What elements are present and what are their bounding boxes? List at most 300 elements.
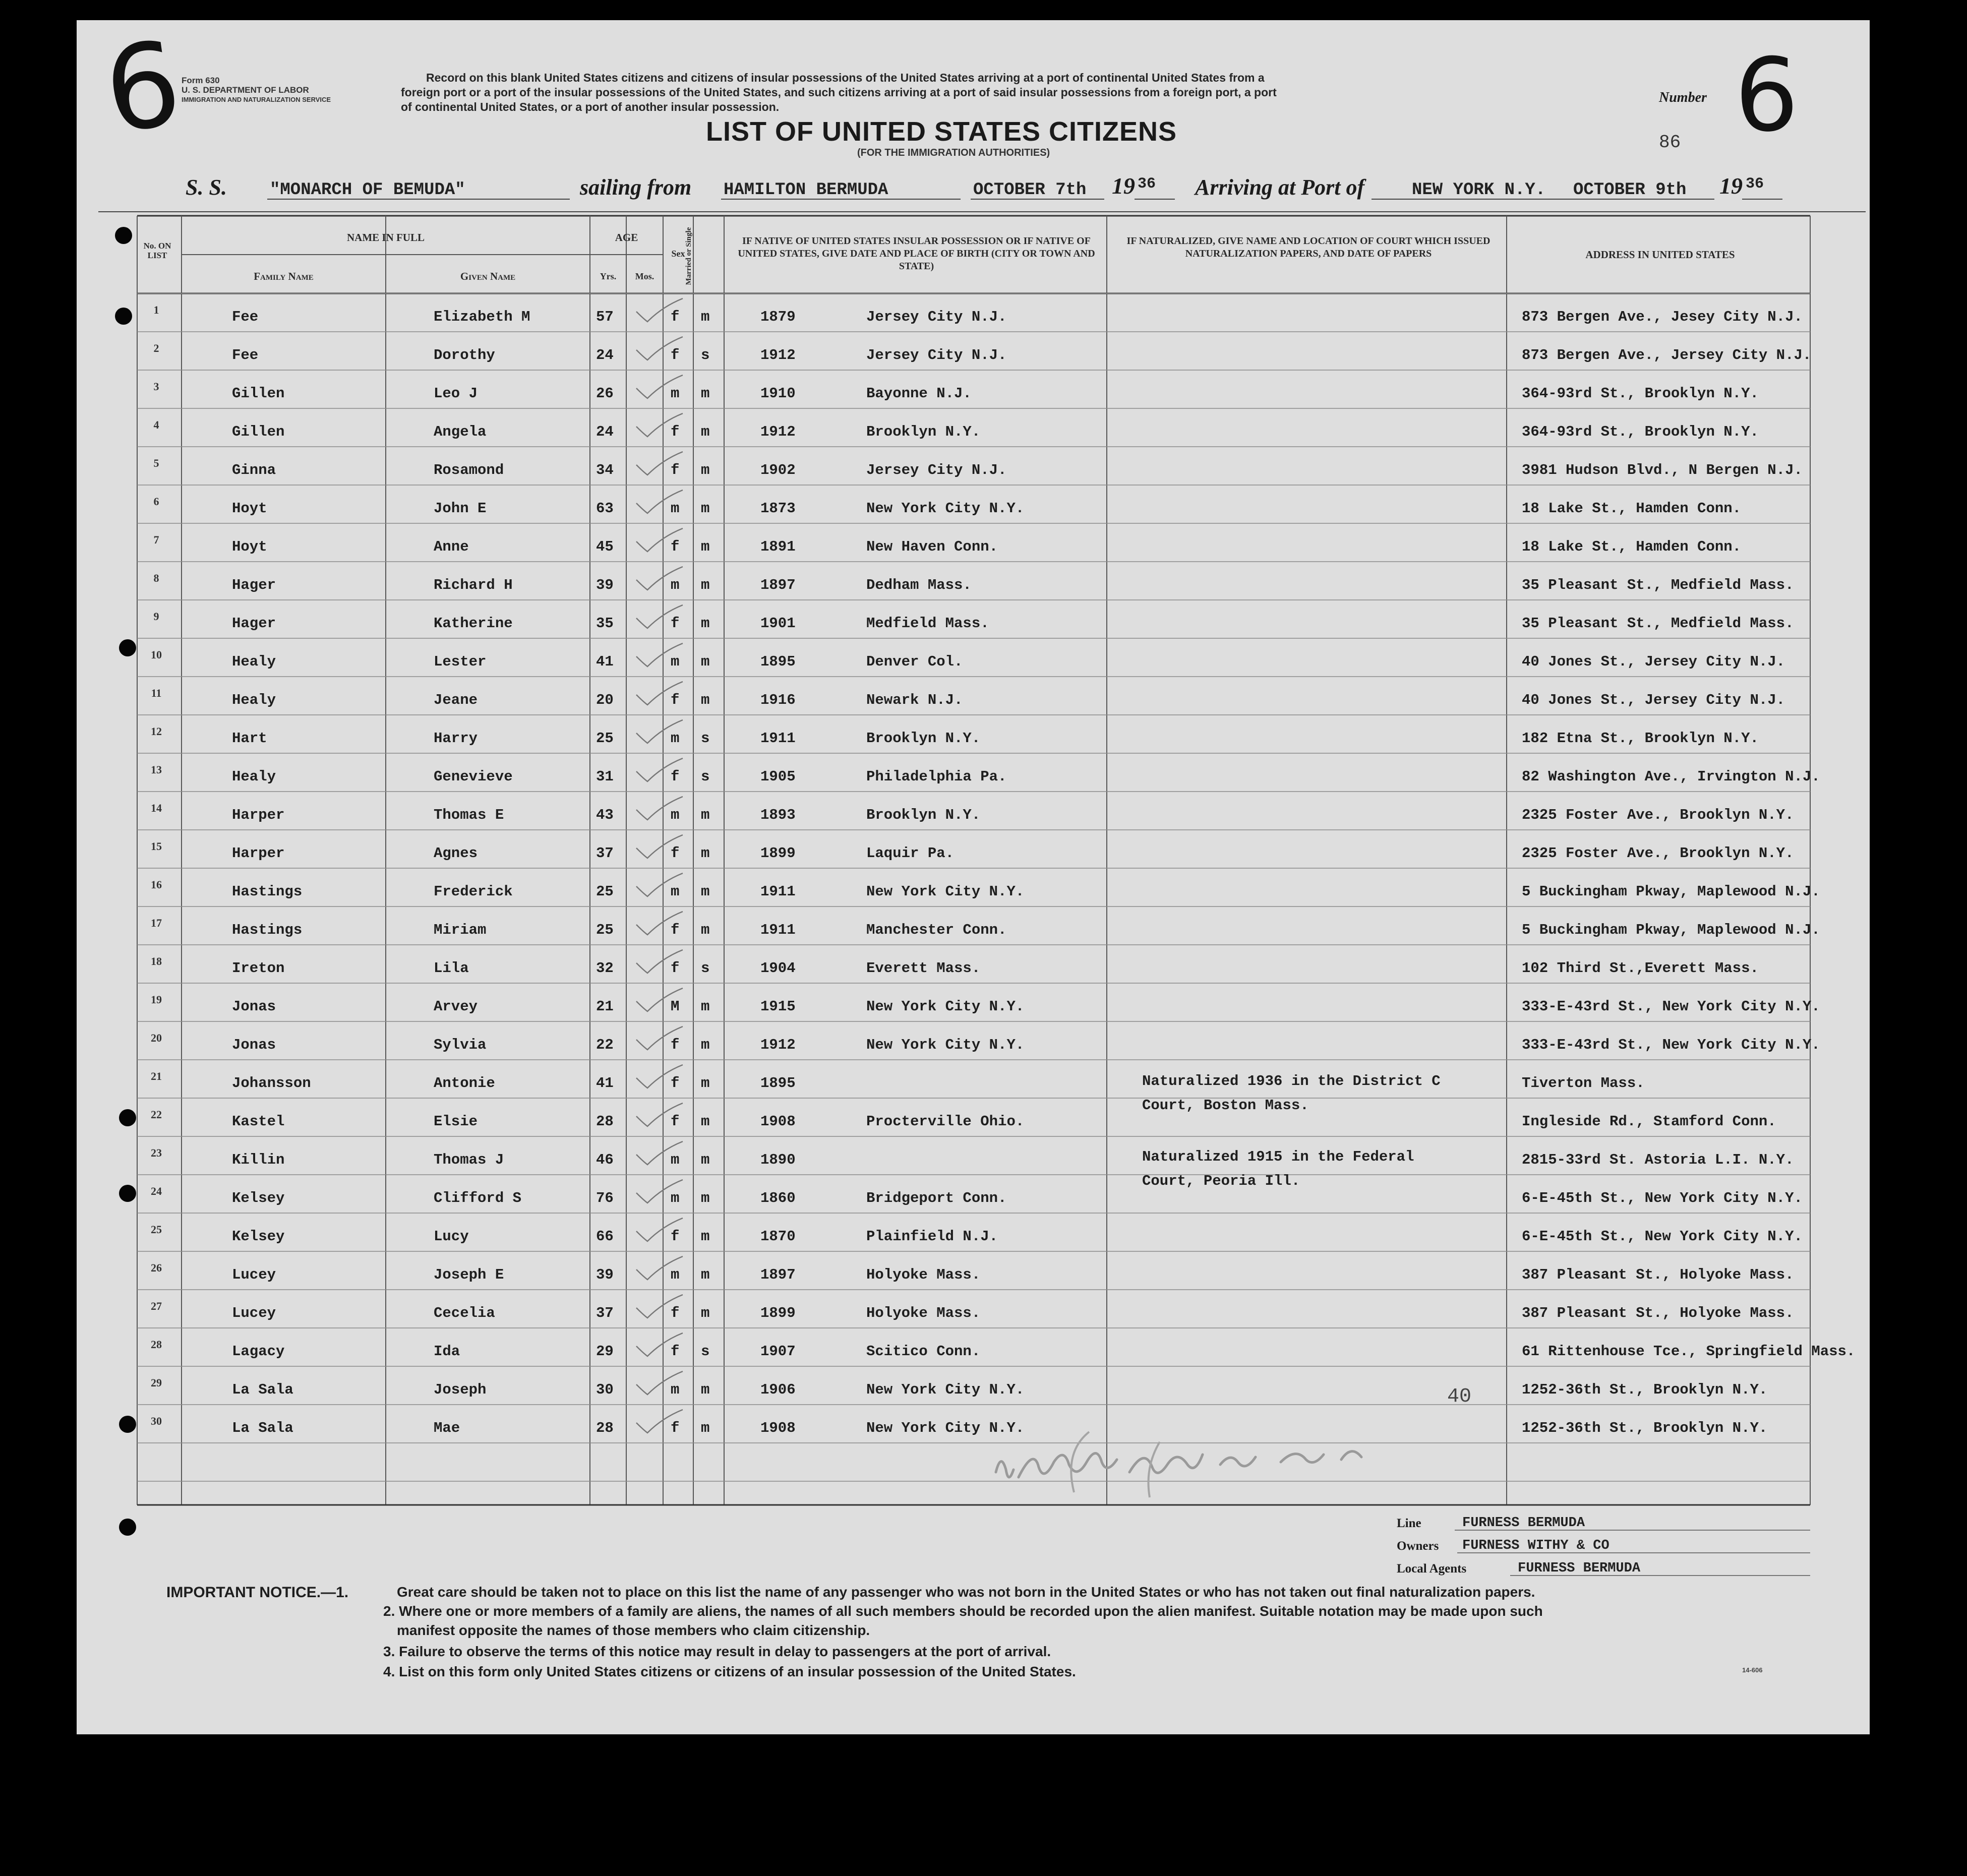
address: 364-93rd St., Brooklyn N.Y. <box>1522 385 1759 402</box>
sex: f <box>671 538 680 555</box>
given-name: Miriam <box>434 922 487 938</box>
birth-year: 1902 <box>760 462 796 478</box>
birth-place: Jersey City N.J. <box>866 462 1007 478</box>
address: 364-93rd St., Brooklyn N.Y. <box>1522 423 1759 440</box>
given-name: Cecelia <box>434 1305 495 1321</box>
birth-place: Denver Col. <box>866 653 963 670</box>
given-name: Elsie <box>434 1113 478 1130</box>
birth-place: New York City N.Y. <box>866 500 1025 517</box>
family-name: Kelsey <box>232 1228 285 1245</box>
sex: m <box>671 1152 680 1168</box>
birth-place: Holyoke Mass. <box>866 1266 981 1283</box>
family-name: Healy <box>232 768 276 785</box>
marital-status: m <box>701 845 710 862</box>
marital-status: m <box>701 1420 710 1436</box>
address: 387 Pleasant St., Holyoke Mass. <box>1522 1266 1794 1283</box>
family-name: Fee <box>232 309 259 325</box>
address: Tiverton Mass. <box>1522 1075 1645 1092</box>
given-name: Mae <box>434 1420 460 1436</box>
family-name: Gillen <box>232 385 285 402</box>
sex: f <box>671 1343 680 1360</box>
address: 5 Buckingham Pkway, Maplewood N.J. <box>1522 922 1820 938</box>
birth-place: Dedham Mass. <box>866 577 972 593</box>
address: 35 Pleasant St., Medfield Mass. <box>1522 577 1794 593</box>
form-title: LIST OF UNITED STATES CITIZENS <box>706 116 1177 147</box>
marital-status: m <box>701 1381 710 1398</box>
address: 873 Bergen Ave., Jersey City N.J. <box>1522 347 1812 364</box>
row-number: 9 <box>153 610 159 623</box>
header-name-in-full: NAME IN FULL <box>346 231 425 244</box>
address: 2325 Foster Ave., Brooklyn N.Y. <box>1522 807 1794 823</box>
address: 18 Lake St., Hamden Conn. <box>1522 500 1742 517</box>
marital-status: m <box>701 883 710 900</box>
birth-place: Plainfield N.J. <box>866 1228 998 1245</box>
family-name: La Sala <box>232 1420 293 1436</box>
age-years: 39 <box>596 1266 614 1283</box>
birth-place: New York City N.Y. <box>866 1037 1025 1053</box>
arrival-year: 36 <box>1746 175 1764 193</box>
given-name: Joseph E <box>434 1266 504 1283</box>
family-name: Hastings <box>232 883 303 900</box>
page-mark: 86 <box>1659 132 1681 153</box>
birth-year: 1912 <box>760 1037 796 1053</box>
sailing-from-label: sailing from <box>580 175 692 200</box>
notice-item-2-cont: manifest opposite the names of those members who claim citizenship. <box>397 1622 870 1638</box>
agents-value: FURNESS BERMUDA <box>1518 1561 1641 1576</box>
age-years: 76 <box>596 1190 614 1206</box>
number-label: Number <box>1659 90 1707 105</box>
birth-place: Manchester Conn. <box>866 922 1007 938</box>
age-years: 22 <box>596 1037 614 1053</box>
sex: f <box>671 309 680 325</box>
row-number: 6 <box>153 495 159 508</box>
given-name: Sylvia <box>434 1037 487 1053</box>
marital-status: m <box>701 1266 710 1283</box>
header-months: Mos. <box>635 271 654 281</box>
birth-year: 1904 <box>760 960 796 977</box>
birth-year: 1899 <box>760 1305 796 1321</box>
age-years: 46 <box>596 1152 614 1168</box>
given-name: Angela <box>434 423 487 440</box>
given-name: Arvey <box>434 998 478 1015</box>
age-years: 45 <box>596 538 614 555</box>
birth-year: 1897 <box>760 1266 796 1283</box>
birth-year: 1912 <box>760 347 796 364</box>
age-years: 63 <box>596 500 614 517</box>
marital-status: s <box>701 768 710 785</box>
sex: f <box>671 960 680 977</box>
age-years: 26 <box>596 385 614 402</box>
notice-item-1: Great care should be taken not to place on this list the name of any passenger who was not born in the United States or who has not taken out final naturalization papers. <box>397 1584 1535 1600</box>
marital-status: m <box>701 1228 710 1245</box>
naturalization-note: Naturalized 1936 in the District C <box>1142 1073 1441 1090</box>
row-number: 29 <box>151 1376 162 1389</box>
birth-place: Procterville Ohio. <box>866 1113 1025 1130</box>
row-number: 5 <box>153 457 159 469</box>
departure-year: 36 <box>1138 175 1156 193</box>
address: 6-E-45th St., New York City N.Y. <box>1522 1190 1803 1206</box>
header-age: AGE <box>615 231 638 244</box>
sex: m <box>671 730 680 747</box>
address: 102 Third St.,Everett Mass. <box>1522 960 1759 977</box>
arrival-year-prefix: 19 <box>1719 173 1743 199</box>
row-number: 21 <box>151 1070 162 1082</box>
birth-place: Laquir Pa. <box>866 845 955 862</box>
given-name: Thomas J <box>434 1152 504 1168</box>
address: 333-E-43rd St., New York City N.Y. <box>1522 1037 1820 1053</box>
marital-status: s <box>701 960 710 977</box>
instructions-line: Record on this blank United States citizens and citizens of insular possessions of the United States arriving at a port of continental United States from a <box>426 71 1265 84</box>
birth-year: 1910 <box>760 385 796 402</box>
row-number: 11 <box>151 687 162 699</box>
sex: f <box>671 462 680 478</box>
row-number: 28 <box>151 1338 162 1351</box>
service-line: IMMIGRATION AND NATURALIZATION SERVICE <box>182 96 331 103</box>
family-name: Kastel <box>232 1113 285 1130</box>
birth-year: 1916 <box>760 692 796 708</box>
row-number: 7 <box>153 533 159 546</box>
given-name: Richard H <box>434 577 513 593</box>
given-name: Ida <box>434 1343 460 1360</box>
address: 40 Jones St., Jersey City N.J. <box>1522 692 1785 708</box>
age-years: 57 <box>596 309 614 325</box>
age-years: 32 <box>596 960 614 977</box>
sex: f <box>671 1075 680 1092</box>
birth-year: 1895 <box>760 653 796 670</box>
sex: f <box>671 1037 680 1053</box>
marital-status: m <box>701 385 710 402</box>
row-number: 25 <box>151 1223 162 1236</box>
age-years: 41 <box>596 1075 614 1092</box>
address: 2815-33rd St. Astoria L.I. N.Y. <box>1522 1152 1794 1168</box>
sex: f <box>671 1420 680 1436</box>
address: 387 Pleasant St., Holyoke Mass. <box>1522 1305 1794 1321</box>
age-years: 66 <box>596 1228 614 1245</box>
age-years: 39 <box>596 577 614 593</box>
birth-place: Brooklyn N.Y. <box>866 730 981 747</box>
family-name: Hoyt <box>232 500 267 517</box>
address: 2325 Foster Ave., Brooklyn N.Y. <box>1522 845 1794 862</box>
birth-place: Newark N.J. <box>866 692 963 708</box>
family-name: Jonas <box>232 1037 276 1053</box>
family-name: Killin <box>232 1152 285 1168</box>
sex: f <box>671 845 680 862</box>
agents-label: Local Agents <box>1397 1562 1467 1576</box>
family-name: Ireton <box>232 960 285 977</box>
address: 6-E-45th St., New York City N.Y. <box>1522 1228 1803 1245</box>
row-number: 22 <box>151 1108 162 1121</box>
birth-year: 1911 <box>760 730 796 747</box>
header-naturalized: IF NATURALIZED, GIVE NAME AND LOCATION OF COURT WHICH ISSUED NATURALIZATION PAPERS, AND DATE OF PAPERS <box>1126 235 1491 259</box>
birth-year: 1895 <box>760 1075 796 1092</box>
birth-year: 1899 <box>760 845 796 862</box>
given-name: Dorothy <box>434 347 495 364</box>
address: 61 Rittenhouse Tce., Springfield Mass. <box>1522 1343 1856 1360</box>
birth-place: New Haven Conn. <box>866 538 998 555</box>
marital-status: m <box>701 807 710 823</box>
marital-status: m <box>701 577 710 593</box>
birth-year: 1905 <box>760 768 796 785</box>
row-number: 8 <box>153 572 159 584</box>
family-name: Lagacy <box>232 1343 285 1360</box>
form-subtitle: (FOR THE IMMIGRATION AUTHORITIES) <box>857 147 1050 158</box>
department-line: U. S. DEPARTMENT OF LABOR <box>182 85 309 95</box>
family-name: Ginna <box>232 462 276 478</box>
marital-status: s <box>701 347 710 364</box>
age-years: 28 <box>596 1113 614 1130</box>
header-native-birth: IF NATIVE OF UNITED STATES INSULAR POSSESSION OR IF NATIVE OF UNITED STATES, GIVE DATE AND PLACE OF BIRTH (CITY OR TOWN AND STATE) <box>738 235 1095 272</box>
marital-status: m <box>701 1152 710 1168</box>
family-name: Hager <box>232 615 276 632</box>
age-years: 34 <box>596 462 614 478</box>
given-name: Lucy <box>434 1228 469 1245</box>
birth-year: 1908 <box>760 1113 796 1130</box>
ship-name: "MONARCH OF BEMUDA" <box>270 180 465 200</box>
marital-status: m <box>701 462 710 478</box>
birth-place: Scitico Conn. <box>866 1343 981 1360</box>
birth-year: 1908 <box>760 1420 796 1436</box>
birth-year: 1907 <box>760 1343 796 1360</box>
instructions-line: of continental United States, or a port of another insular possession. <box>401 100 780 113</box>
given-name: John E <box>434 500 487 517</box>
arrival-date: OCTOBER 9th <box>1573 180 1687 200</box>
family-name: Harper <box>232 807 285 823</box>
birth-year: 1879 <box>760 309 796 325</box>
row-number: 16 <box>151 878 162 891</box>
sex: f <box>671 347 680 364</box>
family-name: Lucey <box>232 1305 276 1321</box>
marital-status: m <box>701 1190 710 1206</box>
marital-status: m <box>701 922 710 938</box>
marital-status: m <box>701 653 710 670</box>
birth-year: 1860 <box>760 1190 796 1206</box>
header-no-on-list: No. ON LIST <box>143 241 171 260</box>
given-name: Antonie <box>434 1075 495 1092</box>
row-number: 10 <box>151 648 162 661</box>
naturalization-note: Naturalized 1915 in the Federal <box>1142 1148 1414 1165</box>
row-number: 30 <box>151 1415 162 1427</box>
given-name: Frederick <box>434 883 513 900</box>
address: 40 Jones St., Jersey City N.J. <box>1522 653 1785 670</box>
given-name: Rosamond <box>434 462 504 478</box>
birth-place: Philadelphia Pa. <box>866 768 1007 785</box>
address: 1252-36th St., Brooklyn N.Y. <box>1522 1420 1768 1436</box>
row-number: 13 <box>151 763 162 776</box>
age-years: 29 <box>596 1343 614 1360</box>
family-name: Jonas <box>232 998 276 1015</box>
marital-status: s <box>701 1343 710 1360</box>
birth-place: New York City N.Y. <box>866 998 1025 1015</box>
row-number: 19 <box>151 993 162 1006</box>
given-name: Leo J <box>434 385 478 402</box>
row-number: 20 <box>151 1032 162 1044</box>
age-years: 41 <box>596 653 614 670</box>
age-years: 24 <box>596 347 614 364</box>
marital-status: m <box>701 1305 710 1321</box>
header-given-name: Given Name <box>460 270 516 282</box>
age-years: 25 <box>596 922 614 938</box>
sex: f <box>671 423 680 440</box>
address: 35 Pleasant St., Medfield Mass. <box>1522 615 1794 632</box>
family-name: Hastings <box>232 922 303 938</box>
notice-item-3: 3. Failure to observe the terms of this notice may result in delay to passengers at the port of arrival. <box>383 1644 1051 1659</box>
row-number: 17 <box>151 917 162 929</box>
marital-status: m <box>701 692 710 708</box>
marital-status: m <box>701 998 710 1015</box>
family-name: Lucey <box>232 1266 276 1283</box>
address: 5 Buckingham Pkway, Maplewood N.J. <box>1522 883 1820 900</box>
marital-status: m <box>701 309 710 325</box>
marital-status: m <box>701 615 710 632</box>
marital-status: m <box>701 500 710 517</box>
row-number: 26 <box>151 1261 162 1274</box>
family-name: Kelsey <box>232 1190 285 1206</box>
notice-item-2: 2. Where one or more members of a family are aliens, the names of all such members should be recorded upon the alien manifest. Suitable notation may be made upon such <box>383 1603 1543 1619</box>
family-name: Gillen <box>232 423 285 440</box>
marital-status: m <box>701 423 710 440</box>
age-years: 21 <box>596 998 614 1015</box>
manifest-number-handwritten: 6 <box>1735 37 1799 154</box>
birth-year: 1870 <box>760 1228 796 1245</box>
age-years: 28 <box>596 1420 614 1436</box>
row-number: 4 <box>153 418 159 431</box>
birth-year: 1893 <box>760 807 796 823</box>
given-name: Lila <box>434 960 469 977</box>
sex: m <box>671 1381 680 1398</box>
age-years: 37 <box>596 1305 614 1321</box>
instructions-line: foreign port or a port of the insular possessions of the United States, and such citizens arriving at a port of said insular possessions from a foreign port, a port <box>401 86 1277 99</box>
sex: m <box>671 653 680 670</box>
marital-status: s <box>701 730 710 747</box>
given-name: Elizabeth M <box>434 309 530 325</box>
birth-place: Bridgeport Conn. <box>866 1190 1007 1206</box>
sex: m <box>671 807 680 823</box>
family-name: Hager <box>232 577 276 593</box>
age-years: 20 <box>596 692 614 708</box>
row-number: 24 <box>151 1185 162 1197</box>
address: Ingleside Rd., Stamford Conn. <box>1522 1113 1776 1130</box>
row-number: 1 <box>153 304 159 316</box>
family-name: La Sala <box>232 1381 293 1398</box>
notice-item-4: 4. List on this form only United States citizens or citizens of an insular possession of the United States. <box>383 1664 1076 1679</box>
given-name: Joseph <box>434 1381 487 1398</box>
birth-place: Brooklyn N.Y. <box>866 807 981 823</box>
birth-place: Jersey City N.J. <box>866 309 1007 325</box>
family-name: Fee <box>232 347 259 364</box>
sex: f <box>671 922 680 938</box>
sex: f <box>671 692 680 708</box>
corner-mark-handwritten: 6 <box>97 16 189 160</box>
marital-status: m <box>701 1075 710 1092</box>
sailing-from-port: HAMILTON BERMUDA <box>724 180 888 200</box>
header-years: Yrs. <box>600 271 617 281</box>
age-years: 37 <box>596 845 614 862</box>
birth-year: 1891 <box>760 538 796 555</box>
sex: f <box>671 1305 680 1321</box>
family-name: Healy <box>232 692 276 708</box>
address: 182 Etna St., Brooklyn N.Y. <box>1522 730 1759 747</box>
given-name: Jeane <box>434 692 478 708</box>
row-number: 18 <box>151 955 162 967</box>
form-number: Form 630 <box>182 76 220 85</box>
birth-place: Jersey City N.J. <box>866 347 1007 364</box>
birth-year: 1906 <box>760 1381 796 1398</box>
age-years: 31 <box>596 768 614 785</box>
address: 3981 Hudson Blvd., N Bergen N.J. <box>1522 462 1803 478</box>
sex: f <box>671 1228 680 1245</box>
birth-place: New York City N.Y. <box>866 883 1025 900</box>
birth-year: 1911 <box>760 883 796 900</box>
sex: m <box>671 500 680 517</box>
line-value: FURNESS BERMUDA <box>1462 1516 1585 1531</box>
sex: m <box>671 1190 680 1206</box>
age-years: 43 <box>596 807 614 823</box>
family-name: Hart <box>232 730 267 747</box>
row-number: 27 <box>151 1300 162 1312</box>
sex: m <box>671 577 680 593</box>
header-married-single: Married or Single <box>685 227 693 285</box>
marital-status: m <box>701 538 710 555</box>
birth-year: 1890 <box>760 1152 796 1168</box>
address: 18 Lake St., Hamden Conn. <box>1522 538 1742 555</box>
arriving-label: Arriving at Port of <box>1195 175 1365 200</box>
arrival-port: NEW YORK N.Y. <box>1412 180 1546 200</box>
birth-place: Everett Mass. <box>866 960 981 977</box>
sex: f <box>671 768 680 785</box>
owners-value: FURNESS WITHY & CO <box>1462 1538 1610 1553</box>
family-name: Hoyt <box>232 538 267 555</box>
birth-year: 1897 <box>760 577 796 593</box>
birth-place: New York City N.Y. <box>866 1420 1025 1436</box>
sex: m <box>671 883 680 900</box>
header-family-name: Family Name <box>254 270 314 282</box>
row-number: 15 <box>151 840 162 853</box>
sex: m <box>671 1266 680 1283</box>
departure-date: OCTOBER 7th <box>973 180 1087 200</box>
row-number: 2 <box>153 342 159 354</box>
age-years: 35 <box>596 615 614 632</box>
notice-heading: IMPORTANT NOTICE.—1. <box>166 1584 349 1601</box>
birth-place: Brooklyn N.Y. <box>866 423 981 440</box>
row-number: 3 <box>153 380 159 393</box>
birth-place: Medfield Mass. <box>866 615 989 632</box>
departure-year-prefix: 19 <box>1112 173 1135 199</box>
given-name: Lester <box>434 653 487 670</box>
row-number: 23 <box>151 1146 162 1159</box>
ss-label: S. S. <box>186 175 227 200</box>
sex: m <box>671 385 680 402</box>
marital-status: m <box>701 1113 710 1130</box>
birth-year: 1873 <box>760 500 796 517</box>
given-name: Genevieve <box>434 768 513 785</box>
given-name: Harry <box>434 730 478 747</box>
header-sex: Sex <box>671 249 685 259</box>
given-name: Thomas E <box>434 807 504 823</box>
address: 873 Bergen Ave., Jesey City N.J. <box>1522 309 1803 325</box>
birth-place: Bayonne N.J. <box>866 385 972 402</box>
given-name: Katherine <box>434 615 513 632</box>
margin-note: 40 <box>1447 1385 1472 1408</box>
birth-year: 1901 <box>760 615 796 632</box>
sex: M <box>671 998 680 1015</box>
age-years: 30 <box>596 1381 614 1398</box>
birth-year: 1915 <box>760 998 796 1015</box>
given-name: Clifford S <box>434 1190 522 1206</box>
family-name: Healy <box>232 653 276 670</box>
age-years: 25 <box>596 883 614 900</box>
birth-year: 1911 <box>760 922 796 938</box>
family-name: Harper <box>232 845 285 862</box>
